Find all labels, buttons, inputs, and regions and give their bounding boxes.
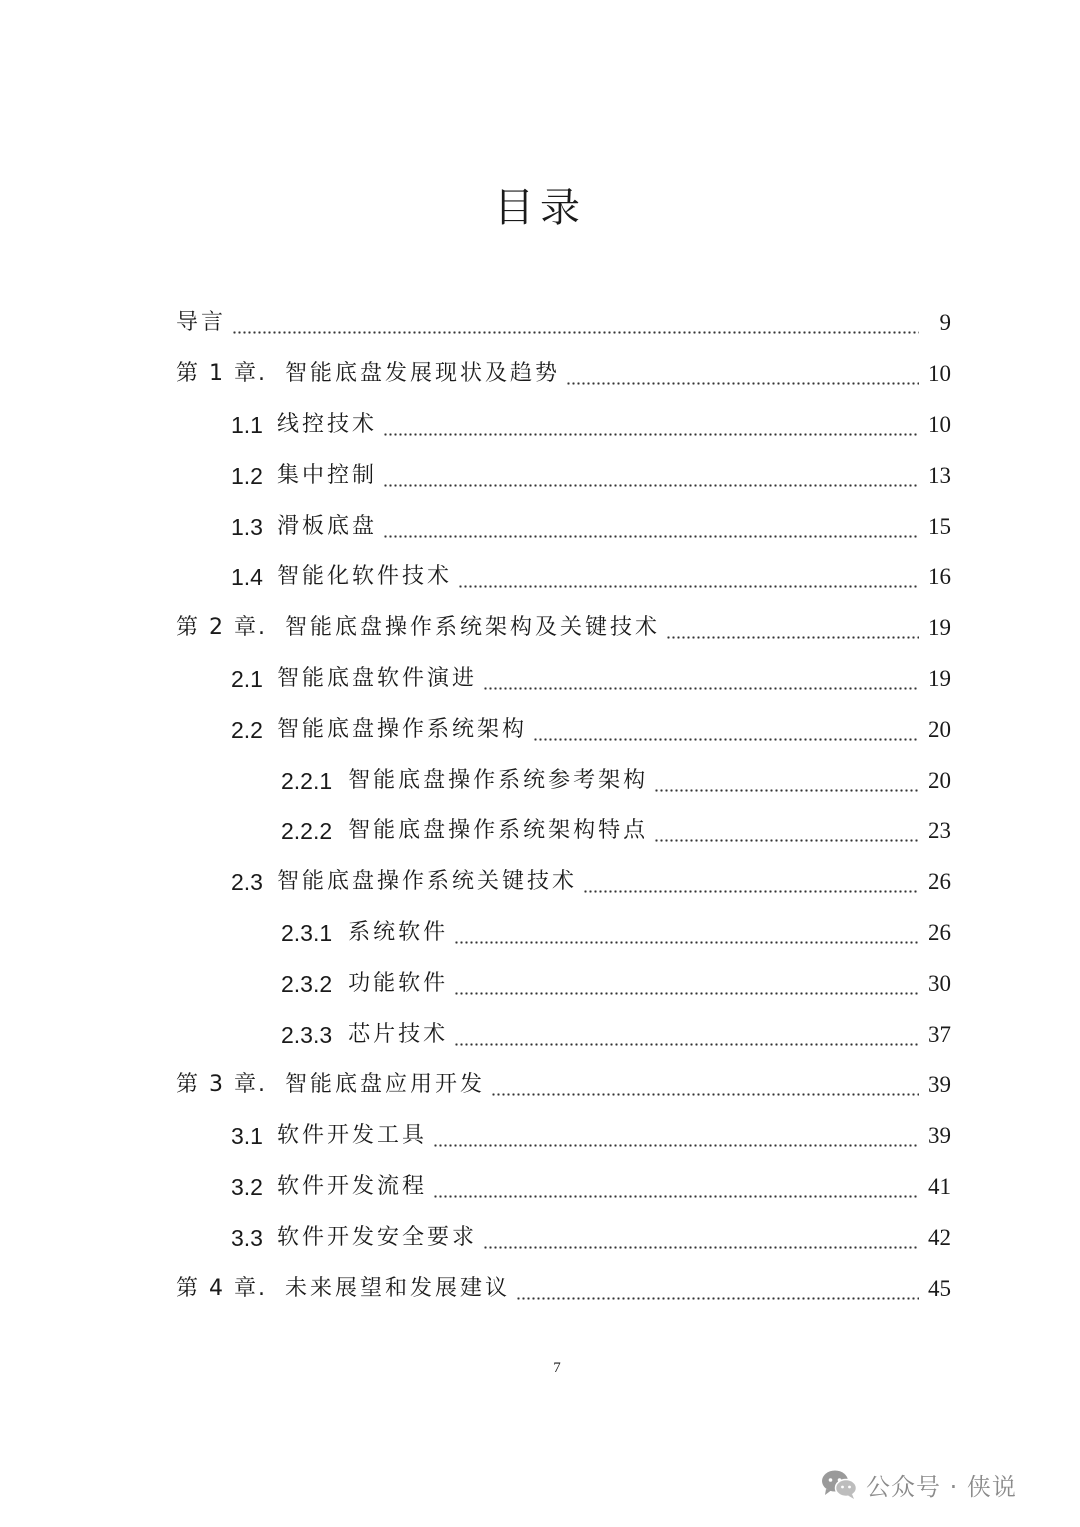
page-title: 目录 — [494, 185, 586, 231]
toc-entry-page: 37 — [928, 1021, 951, 1047]
toc-dot-leader — [454, 969, 919, 999]
toc-entry[interactable] — [0, 857, 1080, 908]
toc-entry-label: 智能底盘操作系统架构及关键技术 — [284, 615, 660, 641]
toc-entry-page: 19 — [928, 615, 951, 641]
toc-entry-page: 39 — [928, 1072, 951, 1098]
toc-entry-label: 功能软件 — [348, 970, 449, 996]
toc-dot-leader — [383, 512, 919, 542]
toc-entry[interactable] — [0, 1111, 1080, 1162]
toc-entry-number: 2.1 — [231, 665, 263, 692]
toc-entry-label: 集中控制 — [276, 462, 377, 488]
toc-entry[interactable] — [0, 654, 1080, 705]
toc-entry-page: 20 — [928, 716, 951, 742]
toc-entry-label: 系统软件 — [348, 919, 449, 945]
toc-entry-number: 2.3.1 — [281, 919, 333, 946]
toc-entry-page: 16 — [928, 564, 951, 590]
toc-entry[interactable] — [0, 1212, 1080, 1263]
toc-entry[interactable] — [0, 1162, 1080, 1213]
watermark — [820, 1462, 1017, 1506]
toc-dot-leader — [454, 1020, 919, 1050]
toc-entry-label: 软件开发安全要求 — [276, 1224, 477, 1250]
toc-entry-number: 2.3.3 — [281, 1021, 333, 1048]
toc-entry-number: 1.3 — [231, 513, 263, 540]
toc-entry-number: 第 1 章. — [176, 361, 267, 387]
toc-entry-label: 智能底盘操作系统架构特点 — [348, 818, 649, 844]
toc-entry-number: 2.3 — [231, 869, 263, 896]
toc-entry-label: 软件开发流程 — [276, 1173, 427, 1199]
toc-entry-number: 1.1 — [231, 411, 263, 438]
toc-entry[interactable] — [0, 908, 1080, 959]
toc-entry-label: 智能底盘应用开发 — [284, 1072, 485, 1098]
toc-dot-leader — [454, 918, 919, 948]
toc-dot-leader — [483, 1223, 919, 1253]
toc-entry-page: 10 — [928, 411, 951, 437]
toc-dot-leader — [383, 410, 919, 440]
toc-entry[interactable] — [0, 1009, 1080, 1060]
toc-entry-page: 26 — [928, 919, 951, 945]
toc-entry-page: 30 — [928, 970, 951, 996]
toc-entry-number: 3.3 — [231, 1224, 263, 1251]
toc-entry-page: 9 — [939, 310, 951, 336]
toc-entry-number: 2.2.1 — [281, 767, 333, 794]
toc-entry-label: 线控技术 — [276, 411, 377, 437]
toc-dot-leader — [583, 867, 919, 897]
toc-entry[interactable] — [0, 450, 1080, 501]
toc-entry-page: 45 — [928, 1275, 951, 1301]
toc-entry[interactable] — [0, 806, 1080, 857]
toc-entry-number: 3.2 — [231, 1173, 263, 1200]
toc-entry-page: 42 — [928, 1224, 951, 1250]
toc-entry-label: 智能底盘操作系统架构 — [276, 716, 527, 742]
toc-dot-leader — [566, 359, 919, 389]
toc-entry-number: 3.1 — [231, 1123, 263, 1150]
toc-entry[interactable] — [0, 400, 1080, 451]
toc-entry[interactable] — [0, 755, 1080, 806]
toc-entry[interactable] — [0, 958, 1080, 1009]
toc-entry-number: 1.2 — [231, 462, 263, 489]
toc-dot-leader — [232, 308, 919, 338]
toc-entry-label: 导言 — [176, 310, 227, 336]
toc-entry[interactable] — [0, 1263, 1080, 1314]
toc-dot-leader — [666, 613, 919, 643]
toc-entry[interactable] — [0, 552, 1080, 603]
toc-dot-leader — [654, 816, 919, 846]
toc-entry[interactable] — [0, 1060, 1080, 1111]
toc-entry-number: 第 4 章. — [176, 1275, 267, 1301]
page-number: 7 — [553, 1360, 561, 1376]
toc-entry-number: 第 2 章. — [176, 615, 267, 641]
toc-entry-label: 智能化软件技术 — [276, 564, 452, 590]
toc-entry-label: 滑板底盘 — [276, 513, 377, 539]
toc-entry-page: 13 — [928, 462, 951, 488]
toc-entry-number: 1.4 — [231, 564, 263, 591]
toc-entry[interactable] — [0, 349, 1080, 400]
table-of-contents — [0, 298, 1080, 1314]
toc-entry-page: 20 — [928, 767, 951, 793]
toc-entry[interactable] — [0, 603, 1080, 654]
toc-entry[interactable] — [0, 704, 1080, 755]
toc-entry-number: 2.2.2 — [281, 818, 333, 845]
toc-dot-leader — [483, 664, 919, 694]
toc-dot-leader — [433, 1172, 919, 1202]
toc-entry-label: 软件开发工具 — [276, 1123, 427, 1149]
toc-entry-label: 智能底盘操作系统参考架构 — [348, 767, 649, 793]
toc-dot-leader — [383, 461, 919, 491]
toc-entry-number: 第 3 章. — [176, 1072, 267, 1098]
toc-entry-label: 未来展望和发展建议 — [284, 1275, 510, 1301]
toc-entry-number: 2.3.2 — [281, 970, 333, 997]
watermark-text: 公众号 · 侠说 — [866, 1472, 1017, 1501]
toc-entry-page: 41 — [928, 1173, 951, 1199]
toc-entry-label: 智能底盘软件演进 — [276, 665, 477, 691]
toc-dot-leader — [654, 766, 919, 796]
toc-entry-number: 2.2 — [231, 716, 263, 743]
toc-dot-leader — [516, 1274, 919, 1304]
toc-entry-page: 19 — [928, 665, 951, 691]
toc-entry-label: 智能底盘操作系统关键技术 — [276, 869, 577, 895]
toc-entry-label: 芯片技术 — [348, 1021, 449, 1047]
toc-entry-page: 23 — [928, 818, 951, 844]
toc-entry[interactable] — [0, 298, 1080, 349]
toc-entry-page: 15 — [928, 513, 951, 539]
toc-dot-leader — [491, 1070, 919, 1100]
toc-entry[interactable] — [0, 501, 1080, 552]
wechat-icon — [820, 1468, 858, 1500]
toc-dot-leader — [433, 1121, 919, 1151]
toc-entry-label: 智能底盘发展现状及趋势 — [284, 361, 560, 387]
toc-entry-page: 39 — [928, 1123, 951, 1149]
toc-dot-leader — [533, 715, 919, 745]
toc-dot-leader — [458, 562, 919, 592]
toc-entry-page: 10 — [928, 361, 951, 387]
toc-entry-page: 26 — [928, 869, 951, 895]
